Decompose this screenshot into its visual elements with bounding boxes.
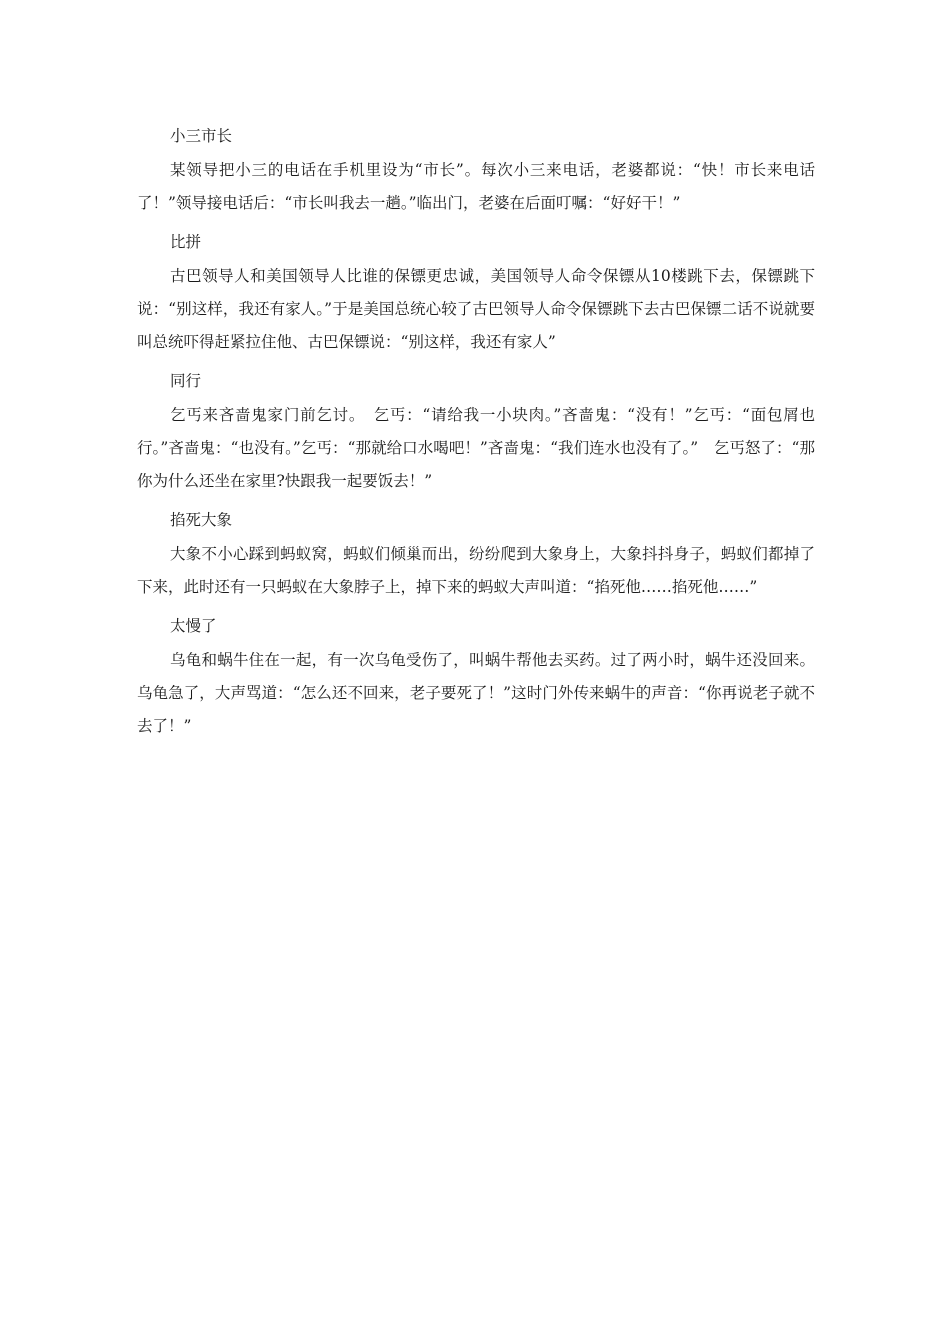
story-body: 大象不小心踩到蚂蚁窝，蚂蚁们倾巢而出，纷纷爬到大象身上，大象抖抖身子，蚂蚁们都掉了下来，此时还有一只蚂蚁在大象脖子上，掉下来的蚂蚁大声叫道：“掐死他……掐死他……” (137, 545, 815, 596)
story-title: 太慢了 (170, 617, 217, 635)
story-title: 同行 (170, 372, 202, 390)
story-title: 小三市长 (170, 127, 233, 145)
story-body: 乞丐来吝啬鬼家门前乞讨。 乞丐：“请给我一小块肉。”吝啬鬼：“没有！”乞丐：“面包屑也行。”吝啬鬼：“也没有。”乞丐：“那就给口水喝吧！”吝啬鬼：“我们连水也没有了。” 乞丐怒了：“那你为什么还坐在家里?快跟我一起要饭去！” (137, 406, 815, 490)
story-section (137, 224, 815, 363)
document-content (137, 118, 815, 747)
story-section (137, 118, 815, 224)
story-title: 比拼 (170, 233, 202, 251)
story-body: 古巴领导人和美国领导人比谁的保镖更忠诚，美国领导人命令保镖从10楼跳下去，保镖跳下说：“别这样，我还有家人。”于是美国总统心较了古巴领导人命令保镖跳下去古巴保镖二话不说就要叫总统吓得赶紧拉住他、古巴保镖说：“别这样，我还有家人” (137, 267, 815, 351)
story-section (137, 502, 815, 608)
story-body: 乌龟和蜗牛住在一起，有一次乌龟受伤了，叫蜗牛帮他去买药。过了两小时，蜗牛还没回来。乌龟急了，大声骂道：“怎么还不回来，老子要死了！”这时门外传来蜗牛的声音：“你再说老子就不去了！” (137, 651, 815, 735)
story-title: 掐死大象 (170, 511, 233, 529)
story-section (137, 608, 815, 747)
story-section (137, 363, 815, 502)
story-body: 某领导把小三的电话在手机里设为“市长”。每次小三来电话，老婆都说：“快！市长来电话了！”领导接电话后：“市长叫我去一趟。”临出门，老婆在后面叮嘱：“好好干！” (137, 161, 815, 212)
